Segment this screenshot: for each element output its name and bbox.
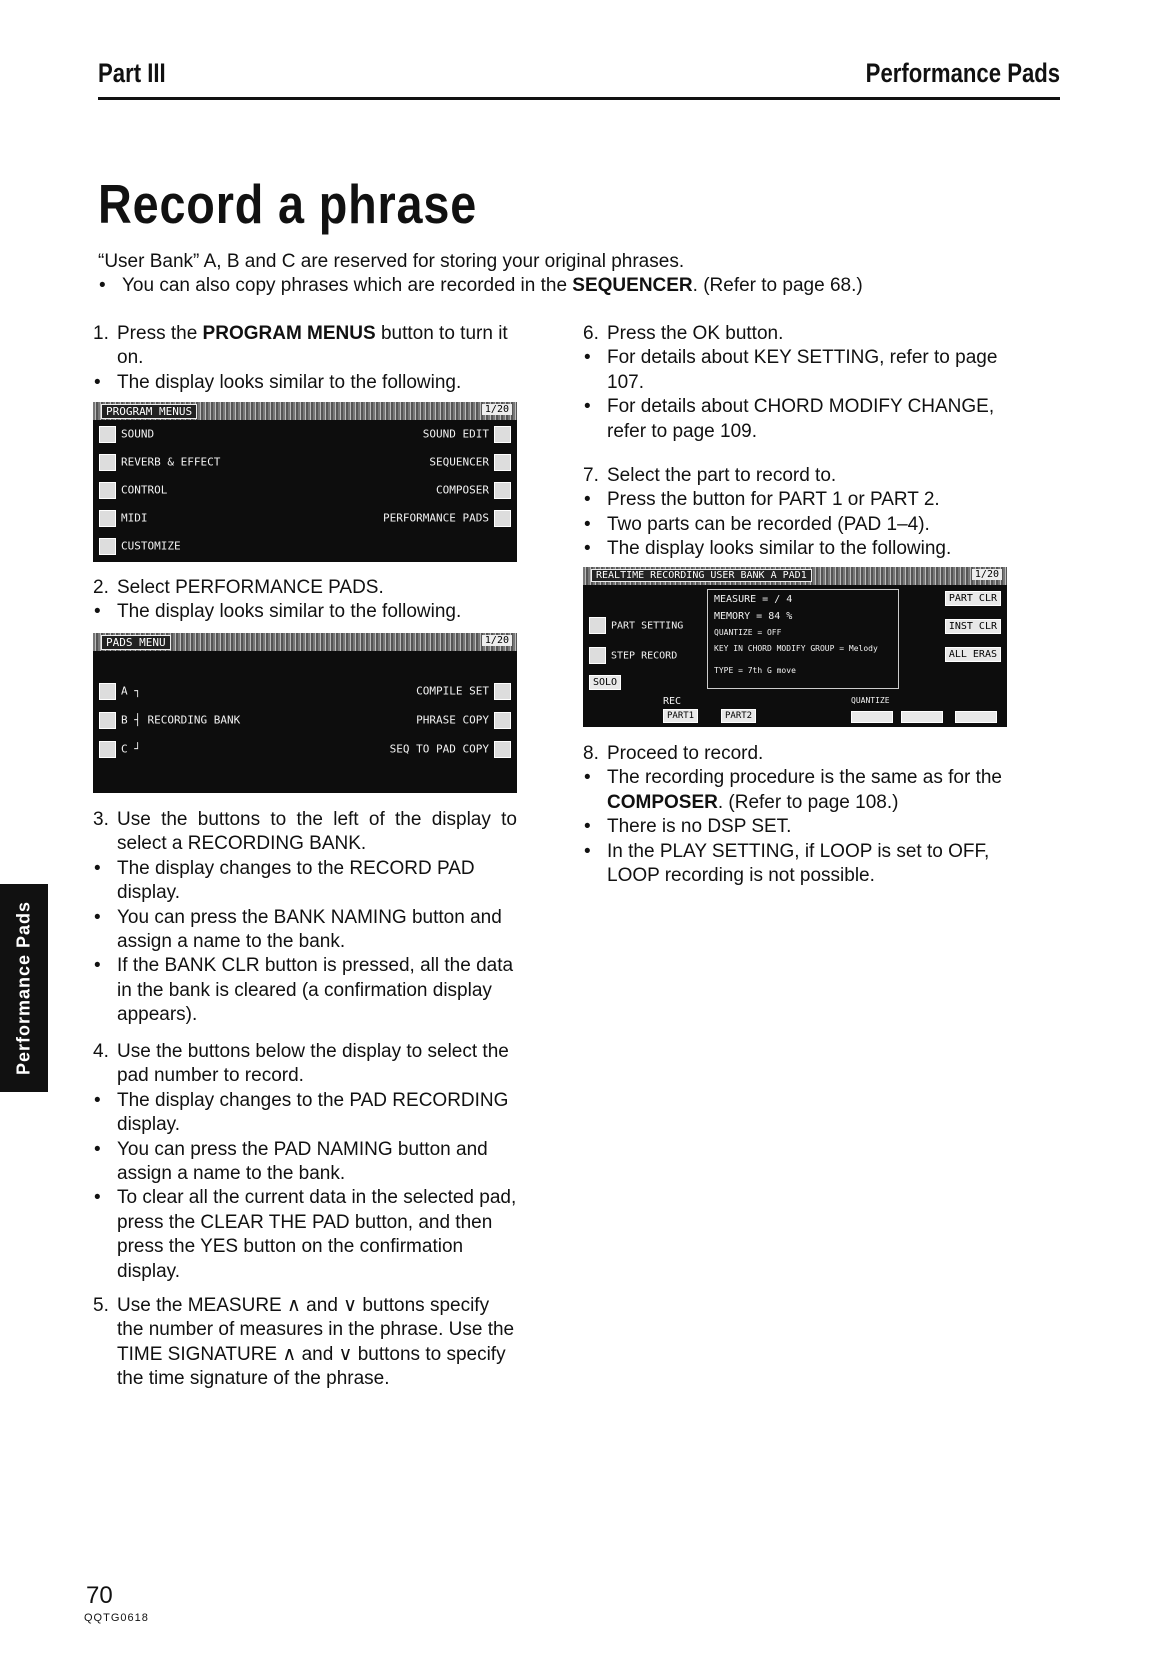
intro-line: “User Bank” A, B and C are reserved for storing your original phrases. [98,251,685,272]
step-8: 8. Proceed to record. • The recording procedure is the same as for the COMPOSER. (Refer to page 108.) • There is no DSP SET. • In the PLAY SETTING, if LOOP is set to OFF, LOOP recording is not possible. [583,742,1007,888]
menu-composer[interactable]: COMPOSER [436,483,489,497]
lcd-program-menus [93,402,517,562]
side-tab-label: Performance Pads [13,900,34,1076]
list-item: • The display looks similar to the following. [94,601,462,623]
sound-edit-icon [494,426,511,443]
list-item: • The display looks similar to the following. [584,538,952,560]
document-code: QQTG0618 [84,1612,149,1624]
menu-customize[interactable]: CUSTOMIZE [121,539,181,553]
rec-indicator: REC [663,696,682,707]
bank-a-icon [99,683,116,700]
list-item: • You can press the PAD NAMING button and assign a name to the bank. [94,1138,488,1185]
step-4: 4. Use the buttons below the display to select the pad number to record. • The display changes to the PAD RECORDING display. • You can press the PAD NAMING button and assign a name to the bank. • To clear all the current data in the selected pad, press the CLEAR THE PAD button, and then press the YES button on the confirmation display. [93,1040,517,1284]
list-item: • The display changes to the RECORD PAD display. [94,857,475,904]
bank-b[interactable]: B [121,713,128,727]
part-setting-item[interactable]: PART SETTING [589,617,683,634]
solo-button[interactable]: SOLO [589,675,621,690]
inst-clr-button[interactable]: INST CLR [945,619,1001,634]
sequencer-icon [494,454,511,471]
lcd-page: 1/20 [482,404,512,415]
side-tab [0,884,48,1092]
midi-icon [99,510,116,527]
list-item: • If the BANK CLR button is pressed, all the data in the bank is cleared (a confirmation display appears). [94,955,514,1026]
header-rule [98,97,1060,100]
menu-sound[interactable]: SOUND [121,427,155,441]
lcd-title: PADS MENU [101,635,171,650]
menu-reverb-effect[interactable]: REVERB & EFFECT [121,455,221,469]
phrase-copy-icon [494,712,511,729]
step-record-icon [589,647,606,664]
step-record-item[interactable]: STEP RECORD [589,647,677,664]
customize-icon [99,538,116,555]
part1-button[interactable]: PART1 [663,709,698,723]
list-item: • You can press the BANK NAMING button and assign a name to the bank. [94,906,502,953]
bank-c-icon [99,741,116,758]
measure-field[interactable]: MEASURE = / 4 [714,594,793,605]
key-in-slot[interactable] [901,711,943,723]
menu-control[interactable]: CONTROL [121,483,168,497]
menu-sequencer[interactable]: SEQUENCER [429,455,489,469]
bank-b-icon [99,712,116,729]
quantize-label: QUANTIZE [851,696,890,705]
lcd-pads-menu: PADS MENU 1/20 A ┐ COMPILE SET B ┤ RECORDING BANK PHRASE COPY C ┘ SEQ TO PAD COPY [93,633,517,793]
quantize-slot[interactable] [851,711,893,723]
list-item: • In the PLAY SETTING, if LOOP is set to OFF, LOOP recording is not possible. [584,840,990,887]
composer-icon [494,482,511,499]
page-title: Record a phrase [98,173,478,235]
part-clr-button[interactable]: PART CLR [945,591,1001,606]
list-item: • The display changes to the PAD RECORDING display. [94,1089,509,1136]
bank-c[interactable]: C [121,742,128,756]
part-setting-icon [589,617,606,634]
bank-a[interactable]: A [121,684,128,698]
step-2: 2. Select PERFORMANCE PADS. • The display looks similar to the following. [93,576,517,625]
chord-modify-slot[interactable] [955,711,997,723]
intro [98,250,1058,299]
step-1: 1. Press the PROGRAM MENUS button to turn it on. • The display looks similar to the following. [93,322,517,395]
lcd-page: 1/20 [972,569,1002,580]
section-heading: Performance Pads [865,58,1060,88]
compile-set-icon [494,683,511,700]
chord-modify-group-field[interactable]: KEY IN CHORD MODIFY GROUP = Melody [714,644,878,653]
menu-phrase-copy[interactable]: PHRASE COPY [416,713,489,727]
memory-field: MEMORY = 84 % [714,611,793,622]
part-heading: Part III [98,58,166,88]
type-field[interactable]: TYPE = 7th G move [714,666,796,675]
recording-bank-label: RECORDING BANK [147,713,241,727]
sound-icon [99,426,116,443]
lcd-page: 1/20 [482,635,512,646]
lcd-title: REALTIME RECORDING USER BANK A PAD1 [591,569,812,582]
list-item: • For details about CHORD MODIFY CHANGE, refer to page 109. [584,396,995,442]
step-6: 6. Press the OK button. • For details about KEY SETTING, refer to page 107. • For details about CHORD MODIFY CHANGE, refer to page 109. [583,322,1007,444]
reverb-icon [99,454,116,471]
menu-compile-set[interactable]: COMPILE SET [416,684,489,698]
lcd-title: PROGRAM MENUS [101,404,197,419]
performance-pads-icon [494,510,511,527]
part2-button[interactable]: PART2 [721,709,756,723]
list-item: • To clear all the current data in the selected pad, press the CLEAR THE PAD button, and then press the YES button on the confirmation display. [94,1187,517,1282]
menu-midi[interactable]: MIDI [121,511,148,525]
lcd-pad-recording [583,567,1007,727]
menu-sound-edit[interactable]: SOUND EDIT [422,427,489,441]
list-item: • The display looks similar to the following. [94,371,462,393]
intro-bullet: • You can also copy phrases which are recorded in the SEQUENCER. (Refer to page 68.) [99,275,863,297]
page-number: 70 [86,1582,113,1609]
all-eras-button[interactable]: ALL ERAS [945,647,1001,662]
list-item: • Two parts can be recorded (PAD 1–4). [584,513,930,535]
list-item: • There is no DSP SET. [584,816,792,838]
seq-to-pad-copy-icon [494,741,511,758]
step-3: 3. Use the buttons to the left of the display to select a RECORDING BANK. • The display changes to the RECORD PAD display. • You can press the BANK NAMING button and assign a name to the bank. • If the BANK CLR button is pressed, all the data in the bank is cleared (a confirmation display appears). [93,808,517,1028]
step-5: 5. Use the MEASURE ∧ and ∨ buttons specify the number of measures in the phrase. Use the TIME SIGNATURE ∧ and ∨ buttons to specify the time signature of the phrase. [93,1295,515,1390]
step-7: 7. Select the part to record to. • Press the button for PART 1 or PART 2. • Two parts can be recorded (PAD 1–4). • The display looks similar to the following. [583,464,1007,562]
list-item: • For details about KEY SETTING, refer to page 107. [584,347,998,393]
menu-performance-pads[interactable]: PERFORMANCE PADS [383,511,489,525]
list-item: • The recording procedure is the same as for the COMPOSER. (Refer to page 108.) [584,767,1002,813]
list-item: • Press the button for PART 1 or PART 2. [584,489,940,511]
menu-seq-to-pad-copy[interactable]: SEQ TO PAD COPY [389,742,489,756]
control-icon [99,482,116,499]
quantize-field[interactable]: QUANTIZE = OFF [714,628,782,637]
record-info-box [707,589,899,689]
